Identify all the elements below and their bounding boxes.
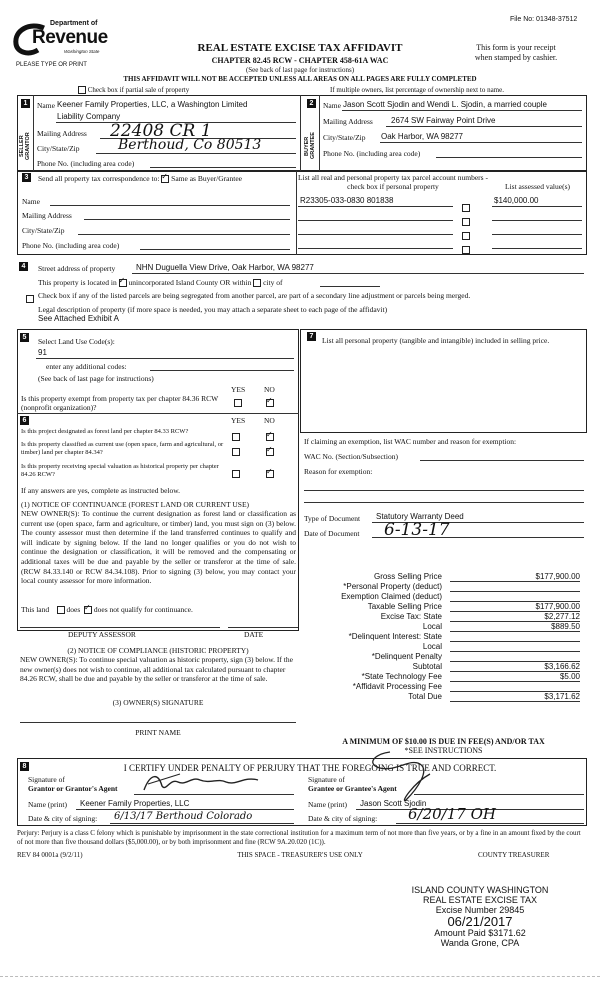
wac-label: WAC No. (Section/Subsection): [304, 452, 398, 461]
s6-no-header: NO: [264, 416, 275, 425]
segregated-label: Check box if any of the listed parcels are being segregated from another parcel, are part of a secondary line adjustment or parcels being merged.: [38, 291, 471, 300]
tax-row-line: [450, 631, 580, 632]
s5-yes-header: YES: [231, 385, 246, 394]
tax-row-label: Exemption Claimed (deduct): [341, 592, 442, 601]
doc-date-value: 6-13-17: [384, 520, 450, 540]
tax-row-value: $2,277.12: [544, 612, 580, 621]
s5-no-header: NO: [264, 385, 275, 394]
stamp-line: REAL ESTATE EXCISE TAX: [422, 895, 538, 905]
section-2-number: 2: [307, 99, 316, 108]
grantee-sig-label-2: Grantee or Grantee's Agent: [308, 784, 397, 793]
additional-codes-label: enter any additional codes:: [46, 362, 127, 371]
receipt-note-1: This form is your receipt: [476, 43, 556, 52]
tax-row-value: $5.00: [559, 672, 580, 681]
does-not-label: does not: [93, 605, 120, 614]
historic-question: Is this property receiving special valuation as historical property per chapter 84.26 RCW?: [21, 463, 219, 478]
tax-row-label: Local: [422, 642, 442, 651]
tax-row-label: Taxable Selling Price: [367, 602, 442, 611]
assessed-header: List assessed value(s): [505, 182, 570, 191]
receipt-stamp: [380, 885, 580, 948]
partial-sale-row: [78, 86, 189, 94]
owners-print-line: [20, 722, 296, 723]
forest-land-question: Is this project designated as forest land per chapter 84.33 RCW?: [21, 428, 189, 435]
tax-row-label: Excise Tax: State: [380, 612, 442, 621]
receipt-note-2: when stamped by cashier.: [474, 53, 558, 62]
tax-row-value: $889.50: [551, 622, 580, 631]
grantee-date-line: [396, 823, 584, 824]
buyer-city-label: City/State/Zip: [323, 133, 366, 142]
reason-label: Reason for exemption:: [304, 467, 373, 476]
tax-row-value: $3,166.62: [544, 662, 580, 671]
seller-name-label: Name: [37, 101, 55, 110]
buyer-name-label: Name: [323, 101, 341, 110]
parcel-line-2: [298, 220, 453, 221]
exempt-yes-checkbox[interactable]: [234, 399, 242, 407]
qualify-label: qualify for continuance.: [120, 605, 193, 614]
historic-no-checkbox[interactable]: [266, 470, 274, 478]
tax-row-line: [450, 651, 580, 652]
section-7-number: 7: [307, 332, 316, 341]
stamp-line: Amount Paid $3171.62: [434, 928, 526, 938]
street-address-label: Street address of property: [38, 264, 116, 273]
see-back-note: (See back of last page for instructions): [245, 66, 355, 74]
seller-phone-label: Phone No. (including area code): [37, 159, 135, 168]
wac-underline: [420, 460, 584, 461]
grantee-sig-label-1: Signature of: [308, 775, 345, 784]
buyer-mailing-value: 2674 SW Fairway Point Drive: [391, 116, 496, 125]
land-use-underline: [36, 358, 294, 359]
tax-row-line: [450, 581, 580, 582]
page-bottom-edge: [0, 976, 600, 977]
notice-compliance-body: NEW OWNER(S): To continue special valuation as historic property, sign (3) below. If the new owner(s) does not wish to continue, all additional tax calculated pursuant to chapter 84.26 RCW, shall be due and payable by the seller or transferor at the time of sale.: [20, 655, 293, 684]
tax-row-line: [450, 641, 580, 642]
parcel-4-personal-checkbox[interactable]: [462, 246, 470, 254]
tax-row-value: $3,171.62: [544, 692, 580, 701]
seller-side-divider: [33, 95, 34, 171]
section-4-number: 4: [19, 262, 28, 271]
notice-continuance-title: (1) NOTICE OF CONTINUANCE (FOREST LAND OR CURRENT USE): [21, 500, 250, 509]
tax-row-value: $177,900.00: [535, 602, 580, 611]
buyer-phone-label: Phone No. (including area code): [323, 149, 421, 158]
buyer-side-divider: [319, 95, 320, 171]
parcel-1-personal-checkbox[interactable]: [462, 204, 470, 212]
logo-state: Washington State: [64, 49, 100, 54]
parcels-header: List all real and personal property tax parcel account numbers - check box if personal property: [298, 173, 488, 191]
buyer-side-label: BUYER GRANTEE: [304, 132, 316, 160]
tax-row-line: [450, 681, 580, 682]
tax-mailing-underline: [84, 219, 290, 220]
doc-date-underline: [372, 537, 584, 538]
does-not-checkbox[interactable]: [84, 606, 92, 614]
if-yes-note: If any answers are yes, complete as instructed below.: [21, 486, 181, 495]
exemption-label: If claiming an exemption, list WAC number and reason for exemption:: [304, 437, 517, 446]
continuance-row: [21, 605, 193, 614]
parcel-2-personal-checkbox[interactable]: [462, 218, 470, 226]
buyer-city-value: Oak Harbor, WA 98277: [381, 132, 463, 141]
grantee-name-value: Jason Scott Sjodin: [360, 799, 427, 808]
current-use-no-checkbox[interactable]: [266, 448, 274, 456]
tax-row-label: Local: [422, 622, 442, 631]
buyer-name-underline: [342, 110, 582, 111]
city-label: city of: [263, 278, 283, 287]
stamp-line: Wanda Grone, CPA: [440, 938, 520, 948]
treasurer-use-only: THIS SPACE - TREASURER'S USE ONLY: [237, 851, 363, 859]
grantor-date-label: Date & city of signing:: [28, 814, 98, 823]
this-land-label: This land: [21, 605, 50, 614]
reason-line-2: [304, 502, 584, 503]
tax-row-value: $177,900.00: [535, 572, 580, 581]
grantor-signature-icon: [140, 770, 270, 796]
grantor-sig-label-2: Grantor or Grantor's Agent: [28, 784, 118, 793]
parcel-line-4: [298, 248, 453, 249]
buyer-phone-underline: [436, 157, 582, 158]
tax-phone-underline: [140, 249, 290, 250]
partial-sale-label: Check box if partial sale of property: [87, 86, 190, 94]
county-treasurer-label: COUNTY TREASURER: [478, 851, 550, 859]
minimum-due-note: A MINIMUM OF $10.00 IS DUE IN FEE(S) AND/OR TAX: [342, 737, 545, 746]
deputy-date-line: [228, 627, 298, 628]
buyer-name-value: Jason Scott Sjodin and Wendi L. Sjodin, a married couple: [343, 100, 547, 109]
stamp-line: Excise Number 29845: [435, 905, 525, 915]
tax-name-underline: [50, 205, 290, 206]
notice-continuance-body: NEW OWNER(S): To continue the current designation as forest land or classification as current use (open space, farm and agriculture, or timber) land, you must sign on (3) below. The county assessor must then determine if the land transferred continues to qualify and will indicate by signing below. If the land no longer qualifies or you do not wish to continue the designation or classification, it will be removed and the compensating or additional taxes will be due and payable by the seller or transferor at the time of sale. (RCW 84.33.140 or RCW 84.34.108). Prior to signing (3) below, you may contact your local county assessor for more information.: [21, 509, 296, 586]
owners-signature-label: (3) OWNER(S) SIGNATURE: [112, 698, 204, 707]
seller-city-underline: [96, 153, 296, 154]
section-3-divider: [296, 171, 297, 255]
current-use-yes-checkbox[interactable]: [232, 448, 240, 456]
reason-line-1: [304, 490, 584, 491]
seller-side-label: SELLER GRANTOR: [19, 132, 31, 160]
tax-row-label: *Personal Property (deduct): [343, 582, 442, 591]
unincorporated-label: unincorporated Island County OR within: [128, 278, 252, 287]
buyer-mailing-underline: [386, 126, 582, 127]
seller-name-line1: Keener Family Properties, LLC, a Washington Limited: [57, 100, 248, 109]
value-line-1: [492, 206, 582, 207]
seller-name-line2: Liability Company: [57, 112, 121, 121]
grantor-date-value: 6/13/17 Berthoud Colorado: [114, 811, 253, 822]
form-title: REAL ESTATE EXCISE TAX AFFIDAVIT: [197, 42, 403, 54]
grantor-sig-line: [134, 794, 294, 795]
tax-row-label: Gross Selling Price: [373, 572, 442, 581]
grantee-sig-line: [414, 794, 584, 795]
segregated-checkbox[interactable]: [26, 295, 34, 303]
parcel-line-1: [298, 206, 453, 207]
print-name-label: PRINT NAME: [135, 728, 181, 737]
logo-name: Revenue: [32, 27, 108, 48]
tax-row-line: [450, 591, 580, 592]
located-label: This property is located in: [38, 278, 117, 287]
deputy-line: [20, 627, 220, 628]
tax-row-label: *Delinquent Interest: State: [348, 632, 442, 641]
unincorporated-checkbox[interactable]: [119, 279, 127, 287]
form-chapters: CHAPTER 82.45 RCW - CHAPTER 458-61A WAC: [211, 56, 389, 65]
same-as-buyer-checkbox[interactable]: [161, 175, 169, 183]
file-number: File No: 01348-37512: [510, 16, 578, 23]
legal-desc-value: See Attached Exhibit A: [38, 314, 119, 323]
grantee-date-label: Date & city of signing:: [308, 814, 378, 823]
city-checkbox[interactable]: [253, 279, 261, 287]
deputy-date-label: DATE: [244, 630, 264, 639]
does-label: does: [66, 605, 81, 614]
tax-city-underline: [78, 234, 290, 235]
warning-text: THIS AFFIDAVIT WILL NOT BE ACCEPTED UNLESS ALL AREAS ON ALL PAGES ARE FULLY COMPLETED: [123, 75, 477, 83]
parties-divider: [300, 95, 301, 171]
see-instructions-note: *SEE INSTRUCTIONS: [404, 746, 483, 755]
value-line-2: [492, 220, 582, 221]
section-5-number: 5: [20, 333, 29, 342]
perjury-statement: Perjury: Perjury is a class C felony which is punishable by imprisonment in the state correctional institution for a maximum term of not more than five years, or by a fine in an amount fixed by the court of not more than five thousand dollars ($5,000.00), or by both imprisonment and fine (RCW 9A.20.020 (1C)).: [17, 829, 581, 846]
tax-row-label: *Affidavit Processing Fee: [352, 682, 442, 691]
tax-mailing-label: Mailing Address: [22, 211, 72, 220]
land-use-label: Select Land Use Code(s):: [38, 337, 115, 346]
stamp-date: 06/21/2017: [447, 914, 513, 929]
tax-row-label: *State Technology Fee: [361, 672, 442, 681]
revenue-logo: [10, 20, 130, 60]
grantor-name-label: Name (print): [28, 800, 67, 809]
legal-desc-label: Legal description of property (if more space is needed, you may attach a separate sheet to each page of the affidavit): [38, 305, 388, 314]
same-as-buyer-label: Same as Buyer/Grantee: [171, 174, 242, 183]
tax-name-label: Name: [22, 197, 40, 206]
parcel-3-personal-checkbox[interactable]: [462, 232, 470, 240]
grantor-name-value: Keener Family Properties, LLC: [80, 799, 190, 808]
notice-compliance-title: (2) NOTICE OF COMPLIANCE (HISTORIC PROPERTY): [67, 646, 249, 655]
located-row: [38, 278, 283, 287]
stamp-line: ISLAND COUNTY WASHINGTON: [411, 885, 549, 895]
land-use-see-back: (See back of last page for instructions): [38, 374, 154, 383]
section-6-number: 6: [20, 416, 29, 425]
s6-yes-header: YES: [231, 416, 246, 425]
send-correspondence-label: Send all property tax correspondence to:: [38, 174, 160, 183]
street-address-underline: [132, 273, 584, 274]
parcel-line-3: [298, 234, 453, 235]
partial-sale-checkbox[interactable]: [78, 86, 86, 94]
send-correspondence-row: [38, 174, 242, 183]
seller-city-label: City/State/Zip: [37, 144, 80, 153]
section-1-number: 1: [21, 99, 30, 108]
land-use-value: 91: [38, 348, 47, 357]
doc-date-label: Date of Document: [304, 529, 360, 538]
does-checkbox[interactable]: [57, 606, 65, 614]
doc-type-value: Statutory Warranty Deed: [376, 512, 464, 521]
seller-mailing-label: Mailing Address: [37, 129, 87, 138]
section-8-number: 8: [20, 762, 29, 771]
grantor-date-line: [110, 823, 294, 824]
tax-row-label: *Delinquent Penalty: [371, 652, 442, 661]
grantor-sig-label-1: Signature of: [28, 775, 65, 784]
current-use-question: Is this property classified as current use (open space, farm and agricultural, or timber) land per chapter 84.34?: [21, 441, 224, 456]
exempt-no-checkbox[interactable]: [266, 399, 274, 407]
city-underline: [320, 286, 380, 287]
street-address-value: NHN Duguella View Drive, Oak Harbor, WA 98277: [136, 263, 314, 272]
s5-s6-divider: [17, 413, 299, 414]
exempt-question: Is this property exempt from property tax per chapter 84.36 RCW (nonprofit organization)?: [21, 394, 219, 412]
please-type: PLEASE TYPE OR PRINT: [16, 62, 87, 68]
tax-table: [300, 572, 584, 702]
tax-row-label: Subtotal: [412, 662, 442, 671]
seller-mailing-value: 22408 CR 1: [110, 121, 212, 141]
doc-type-label: Type of Document: [304, 514, 361, 523]
parcel-1-value: $140,000.00: [494, 196, 539, 205]
buyer-city-underline: [380, 142, 582, 143]
tax-row-label: Total Due: [408, 692, 442, 701]
tax-row-line: [450, 701, 580, 702]
deputy-assessor-label: DEPUTY ASSESSOR: [68, 630, 136, 639]
buyer-mailing-label: Mailing Address: [323, 117, 373, 126]
grantee-date-value: 6/20/17 OH: [408, 805, 496, 823]
tax-city-label: City/State/Zip: [22, 226, 65, 235]
logo-dept: Department of: [50, 20, 98, 27]
parcel-1-number: R23305-033-0830 801838: [300, 196, 394, 205]
form-revision: REV 84 0001a (9/2/11): [17, 851, 83, 859]
tax-phone-label: Phone No. (including area code): [22, 241, 120, 250]
grantor-name-line: [76, 809, 294, 810]
forest-yes-checkbox[interactable]: [232, 433, 240, 441]
value-line-4: [492, 248, 582, 249]
personal-property-label: List all personal property (tangible and intangible) included in selling price.: [322, 336, 550, 345]
section-3-number: 3: [22, 173, 31, 182]
forest-no-checkbox[interactable]: [266, 433, 274, 441]
certify-statement: I CERTIFY UNDER PENALTY OF PERJURY THAT THE FOREGOING IS TRUE AND CORRECT.: [123, 763, 497, 773]
seller-phone-underline: [150, 167, 296, 168]
value-line-3: [492, 234, 582, 235]
multiple-owners-note: If multiple owners, list percentage of ownership next to name.: [330, 86, 504, 94]
historic-yes-checkbox[interactable]: [232, 470, 240, 478]
additional-codes-underline: [150, 370, 294, 371]
grantee-signature-icon: [360, 744, 500, 806]
seller-city-value: Berthoud, Co 80513: [118, 137, 262, 153]
grantee-name-label: Name (print): [308, 800, 347, 809]
